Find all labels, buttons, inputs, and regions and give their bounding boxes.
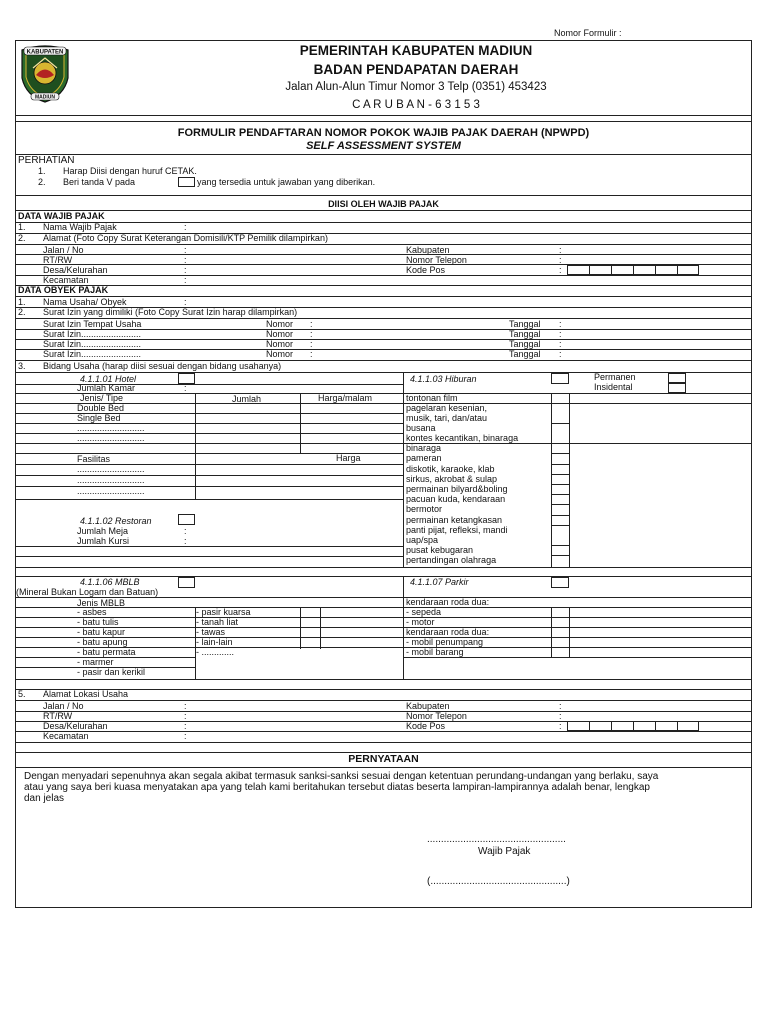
mblb-item: - batu tulis: [77, 617, 119, 627]
hotel-single: Single Bed: [77, 413, 121, 423]
notice-num-1: 1.: [38, 166, 46, 176]
logo-text-top: KABUPATEN: [26, 49, 64, 56]
notice-text-1: Harap Diisi dengan huruf CETAK.: [63, 166, 197, 176]
wp-heading: DATA WAJIB PAJAK: [18, 211, 105, 221]
form-number-label: Nomor Formulir :: [554, 28, 622, 38]
header-line1: PEMERINTAH KABUPATEN MADIUN: [299, 43, 533, 58]
parkir-item: - mobil penumpang: [406, 637, 484, 647]
wp-num-1: 1.: [18, 222, 26, 232]
colon: :: [559, 349, 562, 359]
op-izin-4: Surat Izin........................: [43, 349, 142, 359]
mblb-item: - batu permata: [77, 647, 136, 657]
parkir-item: - mobil barang: [406, 647, 464, 657]
hiburan-item: pameran: [406, 453, 442, 463]
lokasi-num-5: 5.: [18, 689, 26, 699]
colon: :: [184, 255, 187, 265]
op-nomor-label: Nomor: [266, 349, 294, 359]
colon: :: [184, 526, 187, 536]
wp-rtrw-label: RT/RW: [43, 255, 73, 265]
sample-checkbox: [178, 177, 195, 187]
header-address: Jalan Alun-Alun Timur Nomor 3 Telp (0351) 453423: [285, 81, 547, 93]
hiburan-item: permainan ketangkasan: [406, 515, 503, 525]
hiburan-item: pacuan kuda, kendaraan: [406, 494, 506, 504]
colon: :: [559, 265, 562, 275]
op-tanggal-label: Tanggal: [509, 319, 541, 329]
op-bidang-label: Bidang Usaha (harap diisi sesuai dengan bidang usahanya): [43, 361, 282, 371]
hotel-label: 4.1.1.01 Hotel: [80, 374, 137, 384]
op-izin-1: Surat Izin Tempat Usaha: [43, 319, 142, 329]
hotel-dots: ...........................: [77, 433, 145, 443]
colon: :: [310, 319, 313, 329]
lokasi-kodepos: Kode Pos: [406, 721, 446, 731]
hiburan-label: 4.1.1.03 Hiburan: [410, 374, 477, 384]
form-title: FORMULIR PENDAFTARAN NOMOR POKOK WAJIB PAJAK DAERAH (NPWPD): [177, 127, 590, 139]
op-izin-2: Surat Izin........................: [43, 329, 142, 339]
mblb-jenis: Jenis MBLB: [77, 598, 126, 608]
wp-kodepos-label: Kode Pos: [406, 265, 446, 275]
mblb-item: - batu kapur: [77, 627, 126, 637]
notice-heading: PERHATIAN: [18, 155, 75, 166]
restoran-kursi: Jumlah Kursi: [77, 536, 130, 546]
lokasi-kecamatan: Kecamatan: [43, 731, 89, 741]
colon: :: [559, 711, 562, 721]
mblb-item: - asbes: [77, 607, 107, 617]
wp-name-label: Nama Wajib Pajak: [43, 222, 117, 232]
wp-telepon-label: Nomor Telepon: [406, 255, 467, 265]
mblb-desc: (Mineral Bukan Logam dan Batuan): [16, 587, 159, 597]
op-nomor-label: Nomor: [266, 329, 294, 339]
colon: :: [559, 701, 562, 711]
colon: :: [184, 222, 187, 232]
lokasi-telepon: Nomor Telepon: [406, 711, 467, 721]
colon: :: [184, 297, 187, 307]
notice-num-2: 2.: [38, 177, 46, 187]
hiburan-item: kontes kecantikan, binaraga: [406, 433, 519, 443]
colon: :: [310, 349, 313, 359]
wp-desa-label: Desa/Kelurahan: [43, 265, 108, 275]
filled-by-heading: DIISI OLEH WAJIB PAJAK: [328, 199, 439, 209]
wp-kabupaten-label: Kabupaten: [406, 245, 450, 255]
hiburan-item: binaraga: [406, 443, 442, 453]
op-nomor-label: Nomor: [266, 319, 294, 329]
colon: :: [310, 339, 313, 349]
wp-jalan-label: Jalan / No: [43, 245, 84, 255]
op-tanggal-label: Tanggal: [509, 329, 541, 339]
mblb-item: - .............: [196, 647, 235, 657]
header-city: C A R U B A N - 6 3 1 5 3: [352, 99, 480, 111]
logo-text-bottom: MADIUN: [35, 94, 55, 101]
colon: :: [559, 339, 562, 349]
hotel-dots: ...........................: [77, 486, 145, 496]
restoran-label: 4.1.1.02 Restoran: [80, 516, 152, 526]
colon: :: [310, 329, 313, 339]
hiburan-insidental-label: Insidental: [594, 382, 633, 392]
hiburan-item: pagelaran kesenian,: [406, 403, 488, 413]
hotel-jumlah-header: Jumlah: [232, 394, 262, 404]
mblb-item: - marmer: [77, 657, 114, 667]
hiburan-item: bermotor: [406, 504, 443, 514]
lokasi-kabupaten: Kabupaten: [406, 701, 450, 711]
colon: :: [184, 701, 187, 711]
colon: :: [559, 319, 562, 329]
lokasi-desa: Desa/Kelurahan: [43, 721, 108, 731]
op-surat-izin-label: Surat Izin yang dimiliki (Foto Copy Surat Izin harap dilampirkan): [43, 307, 298, 317]
mblb-item: - pasir kuarsa: [196, 607, 251, 617]
colon: :: [559, 255, 562, 265]
colon: :: [559, 721, 562, 731]
wp-num-2: 2.: [18, 233, 26, 243]
op-tanggal-label: Tanggal: [509, 349, 541, 359]
hiburan-item: musik, tari, dan/atau: [406, 413, 488, 423]
header-line2: BADAN PENDAPATAN DAERAH: [313, 62, 519, 77]
op-heading: DATA OBYEK PAJAK: [18, 285, 109, 295]
mblb-item: - pasir dan kerikil: [77, 667, 146, 677]
colon: :: [184, 383, 187, 393]
hiburan-item: pertandingan olahraga: [406, 555, 497, 565]
hiburan-item: pusat kebugaran: [406, 545, 474, 555]
hotel-double: Double Bed: [77, 403, 125, 413]
wp-kecamatan-label: Kecamatan: [43, 275, 89, 285]
lokasi-jalan: Jalan / No: [43, 701, 84, 711]
hiburan-checkbox[interactable]: [551, 373, 569, 384]
lokasi-heading: Alamat Lokasi Usaha: [43, 689, 129, 699]
mblb-checkbox[interactable]: [178, 577, 195, 588]
notice-text-2a: Beri tanda V pada: [63, 177, 136, 187]
mblb-item: - tawas: [196, 627, 226, 637]
insidental-checkbox[interactable]: [668, 383, 686, 393]
colon: :: [184, 721, 187, 731]
pernyataan-line2: atau yang saya beri kuasa menyatakan apa yang telah kami beritahukan tersebut diatas beserta lampiran-lampirannya adalah benar, lengkap: [24, 782, 650, 793]
parkir-item: kendaraan roda dua:: [406, 627, 490, 637]
parkir-item: - motor: [406, 617, 435, 627]
colon: :: [559, 329, 562, 339]
wp-address-label: Alamat (Foto Copy Surat Keterangan Domisili/KTP Pemilik dilampirkan): [43, 233, 328, 243]
colon: :: [184, 711, 187, 721]
hiburan-item: panti pijat, refleksi, mandi: [406, 525, 508, 535]
signature-label: Wajib Pajak: [478, 846, 531, 857]
hiburan-item: sirkus, akrobat & sulap: [406, 474, 498, 484]
hotel-dots: ...........................: [77, 423, 145, 433]
parkir-item: - sepeda: [406, 607, 442, 617]
hotel-harga-header: Harga/malam: [318, 393, 373, 403]
mblb-label: 4.1.1.06 MBLB: [80, 577, 140, 587]
op-num-2: 2.: [18, 307, 26, 317]
pernyataan-heading: PERNYATAAN: [348, 753, 419, 765]
op-nomor-label: Nomor: [266, 339, 294, 349]
mblb-item: - batu apung: [77, 637, 128, 647]
op-nama-usaha-label: Nama Usaha/ Obyek: [43, 297, 127, 307]
hotel-jenis-header: Jenis/ Tipe: [80, 393, 124, 403]
colon: :: [184, 275, 187, 285]
mblb-item: - lain-lain: [196, 637, 233, 647]
kabupaten-madiun-crest-icon: [18, 44, 72, 104]
op-num-1: 1.: [18, 297, 26, 307]
form-subtitle: SELF ASSESSMENT SYSTEM: [306, 140, 461, 152]
notice-text-2b: yang tersedia untuk jawaban yang diberikan.: [197, 177, 376, 187]
colon: :: [184, 536, 187, 546]
colon: :: [184, 245, 187, 255]
hotel-fasilitas: Fasilitas: [77, 454, 111, 464]
colon: :: [559, 245, 562, 255]
permanen-checkbox[interactable]: [668, 373, 686, 383]
hotel-dots: ...........................: [77, 475, 145, 485]
op-num-3: 3.: [18, 361, 26, 371]
wp-name-field[interactable]: [195, 223, 751, 232]
restoran-meja: Jumlah Meja: [77, 526, 129, 536]
signature-name-field[interactable]: (.................................................): [427, 876, 570, 887]
parkir-label: 4.1.1.07 Parkir: [410, 577, 469, 587]
colon: :: [184, 265, 187, 275]
colon: :: [184, 731, 187, 741]
hiburan-item: diskotik, karaoke, klab: [406, 464, 495, 474]
mblb-item: - tanah liat: [196, 617, 239, 627]
signature-line[interactable]: ..................................................: [427, 834, 566, 845]
hotel-fasilitas-harga: Harga: [336, 453, 361, 463]
pernyataan-line1: Dengan menyadari sepenuhnya akan segala akibat termasuk sanksi-sanksi sesuai dengan ketentuan perundang-undangan yang berlaku, saya: [24, 771, 659, 782]
hiburan-item: uap/spa: [406, 535, 439, 545]
parkir-checkbox[interactable]: [551, 577, 569, 588]
op-tanggal-label: Tanggal: [509, 339, 541, 349]
hiburan-item: tontonan film: [406, 393, 458, 403]
restoran-checkbox[interactable]: [178, 514, 195, 525]
hotel-jumlah-kamar: Jumlah Kamar: [77, 383, 136, 393]
hotel-dots: ...........................: [77, 464, 145, 474]
hiburan-item: permainan bilyard&boling: [406, 484, 508, 494]
pernyataan-line3: dan jelas: [24, 793, 65, 804]
hiburan-permanen-label: Permanen: [594, 372, 636, 382]
lokasi-rtrw: RT/RW: [43, 711, 73, 721]
hiburan-item: busana: [406, 423, 436, 433]
parkir-item: kendaraan roda dua:: [406, 597, 490, 607]
op-izin-3: Surat Izin........................: [43, 339, 142, 349]
